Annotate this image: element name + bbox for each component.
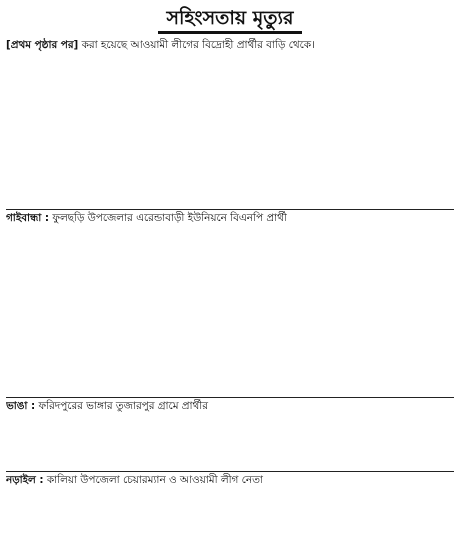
headline-area [6, 6, 454, 34]
paragraph-lead: গাইবান্ধা : [6, 212, 50, 225]
text-line [6, 325, 454, 339]
text-line [6, 137, 454, 151]
text-line [6, 109, 454, 123]
text-line [6, 66, 454, 80]
paragraph-p4 [6, 473, 454, 530]
text-line [6, 123, 454, 137]
text-line [6, 339, 454, 353]
text-line [6, 367, 454, 381]
text-line [6, 268, 454, 282]
text-line [6, 240, 454, 254]
text-line [6, 52, 454, 66]
paragraph-text: ফুলছড়ি উপজেলার এরেন্ডাবাড়ী ইউনিয়নে বিএনপি প্রার্থী [49, 212, 287, 225]
text-line [6, 501, 454, 515]
text-line [6, 296, 454, 310]
paragraph-p1 [6, 38, 454, 208]
text-line [6, 311, 454, 325]
text-line [6, 95, 454, 109]
paragraph-first-line [6, 473, 454, 487]
headline: সহিংসতায় মৃত্যুর [158, 6, 301, 34]
paragraph-divider [6, 397, 454, 398]
text-line [6, 455, 454, 469]
text-line [6, 81, 454, 95]
paragraph-lead: নড়াইল : [6, 473, 44, 486]
text-line [6, 254, 454, 268]
paragraph-text: করা হয়েছে আওয়ামী লীগের বিদ্রোহী প্রার্থীর বাড়ি থেকে। [78, 39, 315, 51]
paragraph-divider [6, 471, 454, 472]
text-line [6, 382, 454, 396]
text-line [6, 282, 454, 296]
article-body [6, 38, 454, 529]
text-line [6, 515, 454, 529]
paragraph-lead: [প্রথম পৃষ্ঠার পর] [6, 39, 79, 51]
text-line [6, 487, 454, 501]
paragraph-p3 [6, 399, 454, 470]
text-line [6, 152, 454, 166]
text-line [6, 166, 454, 180]
text-line [6, 353, 454, 367]
text-line [6, 413, 454, 427]
text-line [6, 194, 454, 208]
paragraph-first-line [6, 399, 454, 413]
paragraph-text: কালিয়া উপজেলা চেয়ারম্যান ও আওয়ামী লীগ নেতা [43, 473, 263, 486]
paragraph-p2 [6, 211, 454, 395]
text-line [6, 427, 454, 441]
paragraph-text: ফরিদপুরের ভাঙ্গার তুজারপুর গ্রামে প্রার্থীর [35, 399, 208, 412]
paragraph-first-line [6, 211, 454, 225]
text-line [6, 180, 454, 194]
text-line [6, 441, 454, 455]
paragraph-first-line [6, 38, 454, 52]
paragraph-divider [6, 209, 454, 210]
paragraph-lead: ভাঙা : [6, 399, 36, 412]
text-line [6, 225, 454, 239]
